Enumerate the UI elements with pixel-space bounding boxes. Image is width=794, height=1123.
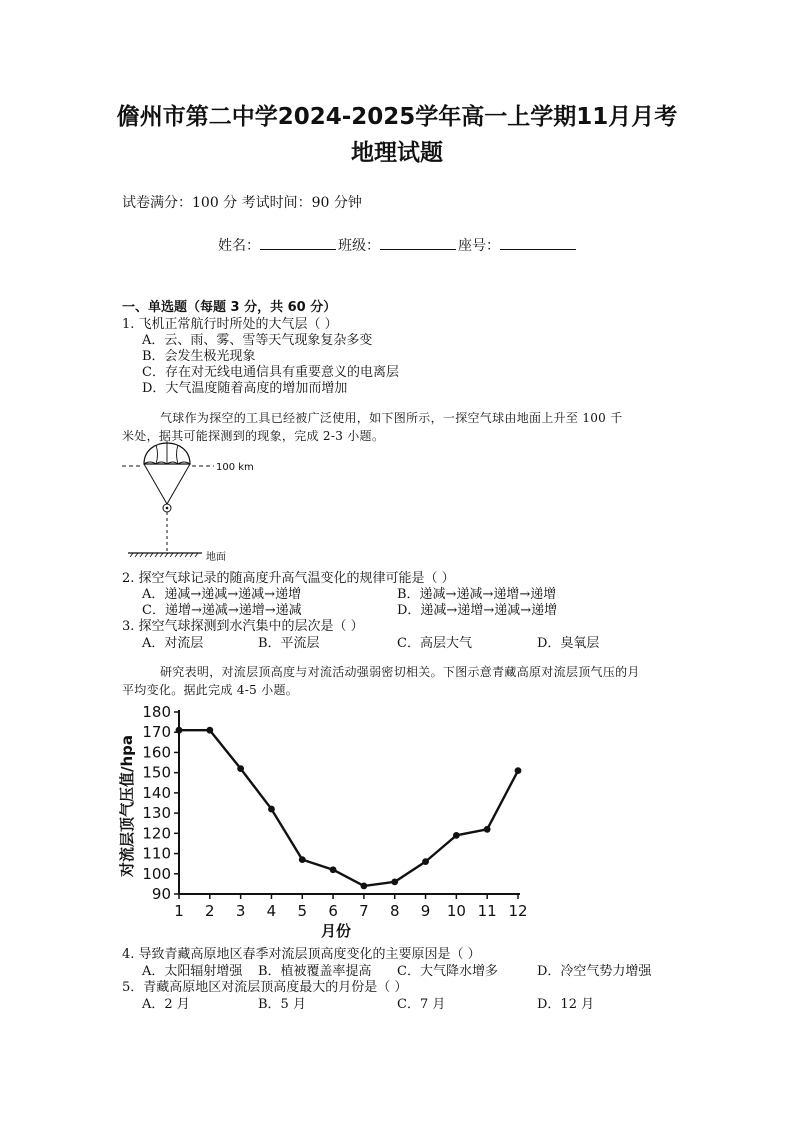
y-tick-label: 160 [142, 743, 171, 762]
data-point [206, 727, 213, 734]
x-tick-label: 2 [205, 902, 215, 920]
exam-title-line1: 儋州市第二中学2024-2025学年高一上学期11月月考 [116, 104, 678, 130]
seat-blank[interactable] [500, 237, 576, 250]
question-2-stem: 2. 探空气球记录的随高度升高气温变化的规律可能是（ ） [122, 571, 455, 586]
data-point [515, 767, 522, 774]
seat-label: 座号： [458, 238, 500, 254]
question-4-option-a: A．太阳辐射增强 [142, 964, 243, 979]
x-tick-label: 8 [389, 902, 400, 920]
exam-info: 试卷满分：100 分 考试时间：90 分钟 [122, 195, 362, 211]
y-tick-label: 140 [142, 783, 171, 802]
series-line [179, 730, 518, 886]
data-point [422, 858, 429, 865]
data-point [176, 727, 183, 734]
y-tick-label: 120 [142, 824, 171, 843]
question-4-option-c: C．大气降水增多 [397, 964, 498, 979]
y-tick-label: 100 [142, 864, 171, 883]
student-info-row [218, 235, 578, 255]
x-tick-label: 4 [266, 902, 277, 920]
question-1-option-b: B．会发生极光现象 [142, 349, 256, 364]
passage-1-line2: 米处，据其可能探测到的现象，完成 2-3 小题。 [122, 429, 385, 443]
y-tick-label: 150 [142, 763, 171, 782]
y-tick-label: 90 [151, 885, 171, 903]
x-tick-label: 5 [297, 902, 308, 920]
question-5-option-c: C．7 月 [397, 997, 446, 1012]
question-5-option-d: D．12 月 [537, 997, 595, 1012]
passage-2-line2: 平均变化。据此完成 4-5 小题。 [122, 683, 299, 697]
question-5-option-b: B．5 月 [258, 997, 306, 1012]
question-4-option-b: B．植被覆盖率提高 [258, 964, 372, 979]
question-4-stem: 4. 导致青藏高原地区春季对流层顶高度变化的主要原因是（ ） [122, 947, 481, 962]
x-tick-label: 11 [477, 902, 497, 920]
balloon-figure [118, 440, 268, 566]
question-1-stem: 1. 飞机正常航行时所处的大气层（ ） [122, 317, 338, 332]
y-tick-label: 170 [142, 723, 171, 742]
x-axis-label: 月份 [320, 922, 352, 940]
data-point [268, 806, 275, 813]
data-point [484, 826, 491, 833]
x-tick-label: 6 [328, 902, 338, 920]
question-1-option-d: D．大气温度随着高度的增加而增加 [142, 381, 348, 396]
question-2-option-b: B．递减→递减→递增→递增 [397, 587, 557, 602]
height-label: 100 km [216, 462, 254, 473]
instrument-pod-dot [166, 507, 169, 510]
balloon-rope-left [144, 464, 167, 504]
question-3-option-a: A．对流层 [142, 636, 204, 651]
data-point [299, 856, 306, 863]
x-tick-label: 10 [446, 902, 466, 920]
passage-1-line1: 气球作为探空的工具已经被广泛使用，如下图所示，一探空气球由地面上升至 100 千 [160, 411, 623, 425]
ground-label: 地面 [206, 552, 226, 563]
name-label: 姓名： [218, 238, 260, 254]
x-tick-label: 12 [508, 902, 528, 920]
question-2-option-d: D．递减→递增→递减→递增 [397, 603, 558, 618]
class-label: 班级： [338, 238, 380, 254]
section-heading: 一、单选题（每题 3 分，共 60 分） [122, 300, 337, 315]
pressure-line-chart [112, 700, 532, 942]
x-tick-label: 3 [235, 902, 246, 920]
exam-title-line2: 地理试题 [351, 140, 443, 166]
data-point [361, 883, 368, 890]
question-3-option-c: C．高层大气 [397, 636, 472, 651]
question-1-option-c: C．存在对无线电通信具有重要意义的电离层 [142, 365, 399, 380]
question-1-option-a: A．云、雨、雾、雪等天气现象复杂多变 [142, 333, 373, 348]
y-tick-label: 110 [142, 844, 171, 863]
question-5-stem: 5．青藏高原地区对流层顶高度最大的月份是（ ） [122, 980, 408, 995]
x-tick-label: 1 [174, 902, 184, 920]
x-tick-label: 9 [420, 902, 431, 920]
passage-2-line1: 研究表明，对流层顶高度与对流活动强弱密切相关。下图示意青藏高原对流层顶气压的月 [160, 665, 640, 679]
question-2-option-a: A．递减→递减→递减→递增 [142, 587, 302, 602]
y-axis-label: 对流层顶气压值/hpa [118, 734, 136, 878]
question-5-option-a: A．2 月 [142, 997, 190, 1012]
question-4-option-d: D．冷空气势力增强 [537, 964, 652, 979]
data-point [453, 832, 460, 839]
data-point [237, 765, 244, 772]
data-point [330, 866, 337, 873]
x-tick-label: 7 [359, 902, 369, 920]
class-blank[interactable] [380, 237, 456, 250]
question-3-option-b: B．平流层 [258, 636, 320, 651]
question-3-stem: 3. 探空气球探测到水汽集中的层次是（ ） [122, 619, 364, 634]
data-point [391, 878, 398, 885]
question-2-option-c: C．递增→递减→递增→递减 [142, 603, 302, 618]
balloon-rope-right [167, 464, 190, 504]
name-blank[interactable] [260, 237, 336, 250]
y-tick-label: 180 [142, 703, 171, 721]
y-tick-label: 130 [142, 804, 171, 823]
question-3-option-d: D．臭氧层 [537, 636, 600, 651]
